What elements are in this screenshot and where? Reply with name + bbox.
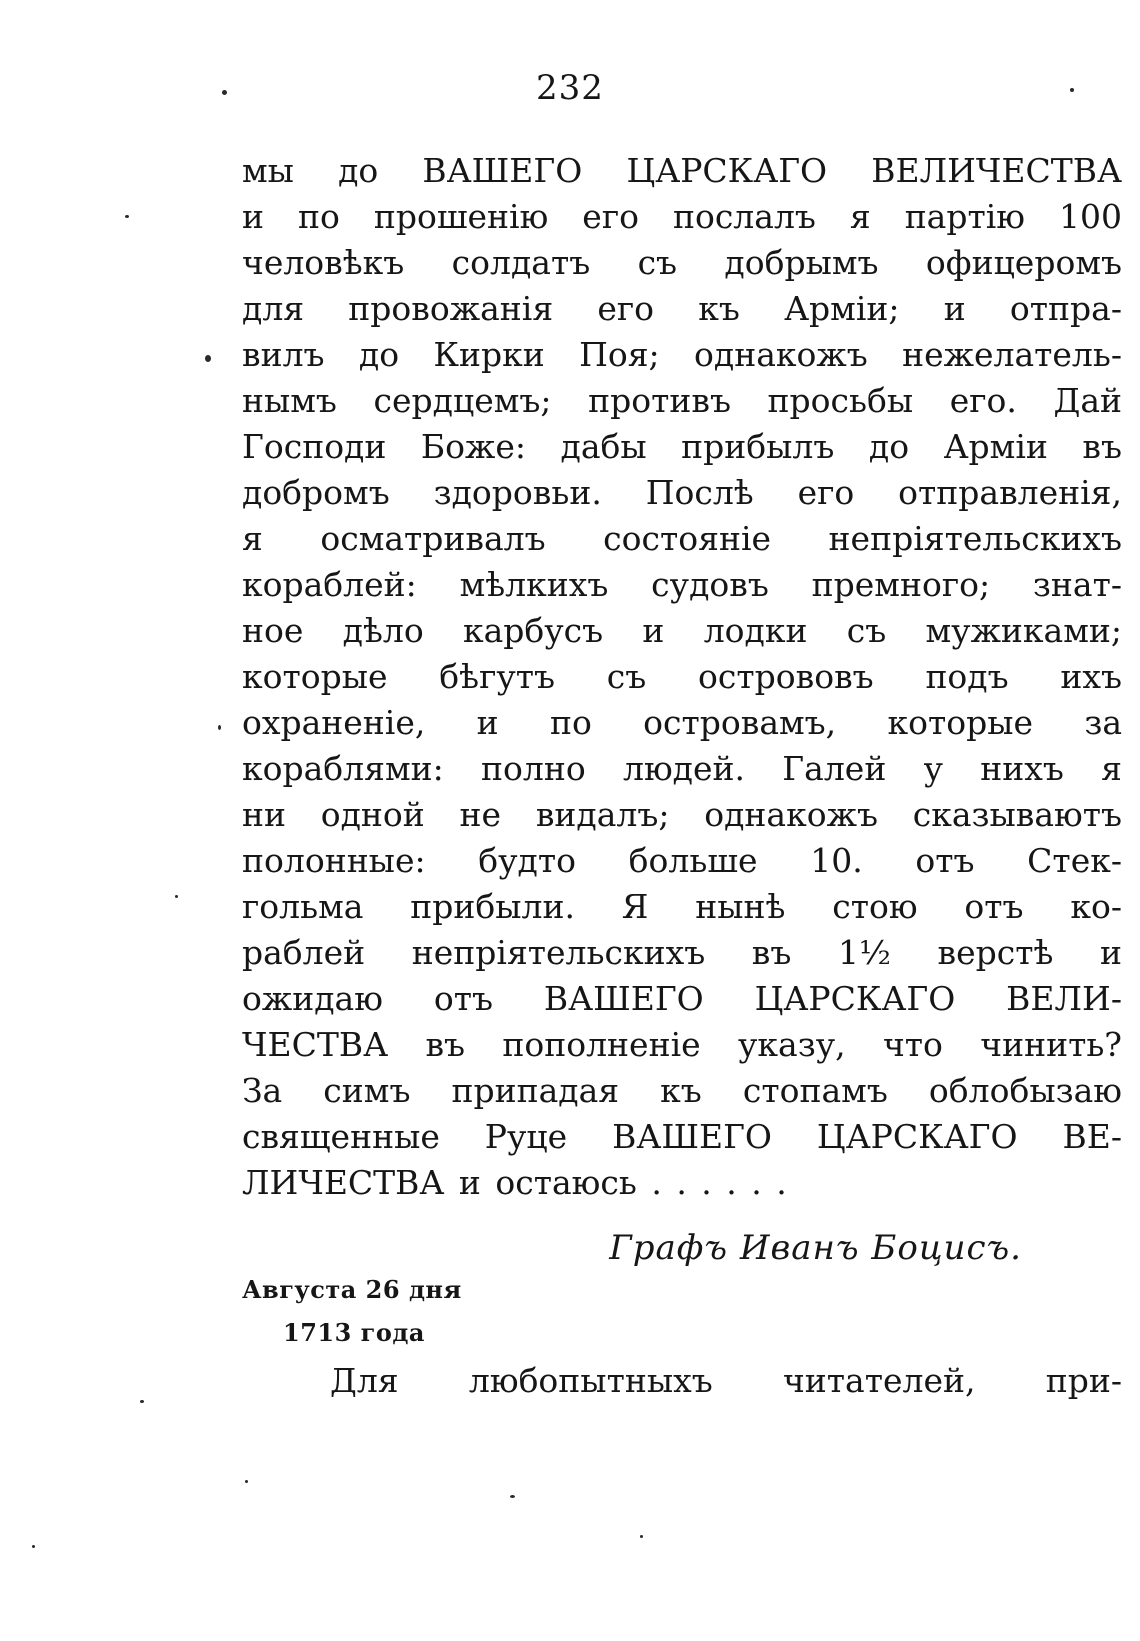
text-line: человѣкъ солдатъ съ добрымъ офицеромъ [242,243,1122,282]
text-line: гольма прибыли. Я нынѣ стою отъ ко- [242,887,1122,926]
text-line: священные Руце ВАШЕГО ЦАРСКАГО ВЕ- [242,1117,1122,1156]
scan-speck [640,1535,643,1538]
text-line: вилъ до Кирки Поя; однакожъ нежелатель- [242,335,1122,374]
text-line: кораблей: мѣлкихъ судовъ премного; знат- [242,565,1122,604]
text-line: ное дѣло карбусъ и лодки съ мужиками; [242,611,1122,650]
scan-speck [1070,88,1074,92]
scan-speck [125,215,129,218]
scan-speck [32,1545,35,1548]
scan-speck [245,1480,248,1483]
text-line: ЧЕСТВА въ пополненіе указу, что чинить? [242,1025,1122,1064]
text-line: для провожанія его къ Арміи; и отпра- [242,289,1122,328]
text-line: ни одной не видалъ; однакожъ сказываютъ [242,795,1122,834]
text-line: ЛИЧЕСТВА и остаюсь . . . . . . [242,1163,787,1202]
scan-speck [222,90,227,95]
scan-speck [218,725,221,730]
text-line: добромъ здоровьи. Послѣ его отправленія, [242,473,1122,512]
text-line: я осматривалъ состояніе непріятельскихъ [242,519,1122,558]
text-line: нымъ сердцемъ; противъ просьбы его. Дай [242,381,1122,420]
text-line: ожидаю отъ ВАШЕГО ЦАРСКАГО ВЕЛИ- [242,979,1122,1018]
page-number: 232 [536,68,604,108]
text-line: За симъ припадая къ стопамъ облобызаю [242,1071,1122,1110]
scan-speck [510,1495,515,1498]
text-line: мы до ВАШЕГО ЦАРСКАГО ВЕЛИЧЕСТВА [242,151,1122,190]
text-line: раблей непріятельскихъ въ 1½ верстѣ и [242,933,1122,972]
text-line: которые бѣгутъ съ острововъ подъ ихъ [242,657,1122,696]
text-line: и по прошенію его послалъ я партію 100 [242,197,1122,236]
scan-speck [205,355,211,362]
scan-speck [140,1400,144,1403]
text-line: полонные: будто больше 10. отъ Стек- [242,841,1122,880]
scan-speck [175,895,178,898]
text-line: Господи Боже: дабы прибылъ до Арміи въ [242,427,1122,466]
signature: Графъ Иванъ Боцисъ. [609,1228,1022,1268]
text-line: кораблями: полно людей. Галей у нихъ я [242,749,1122,788]
text-line: охраненіе, и по островамъ, которые за [242,703,1122,742]
text-line-continuation: Для любопытныхъ читателей, при- [330,1361,1122,1400]
letter-body [242,148,1122,1206]
date-line: Августа 26 дня [242,1275,462,1304]
year-line: 1713 года [283,1318,425,1347]
